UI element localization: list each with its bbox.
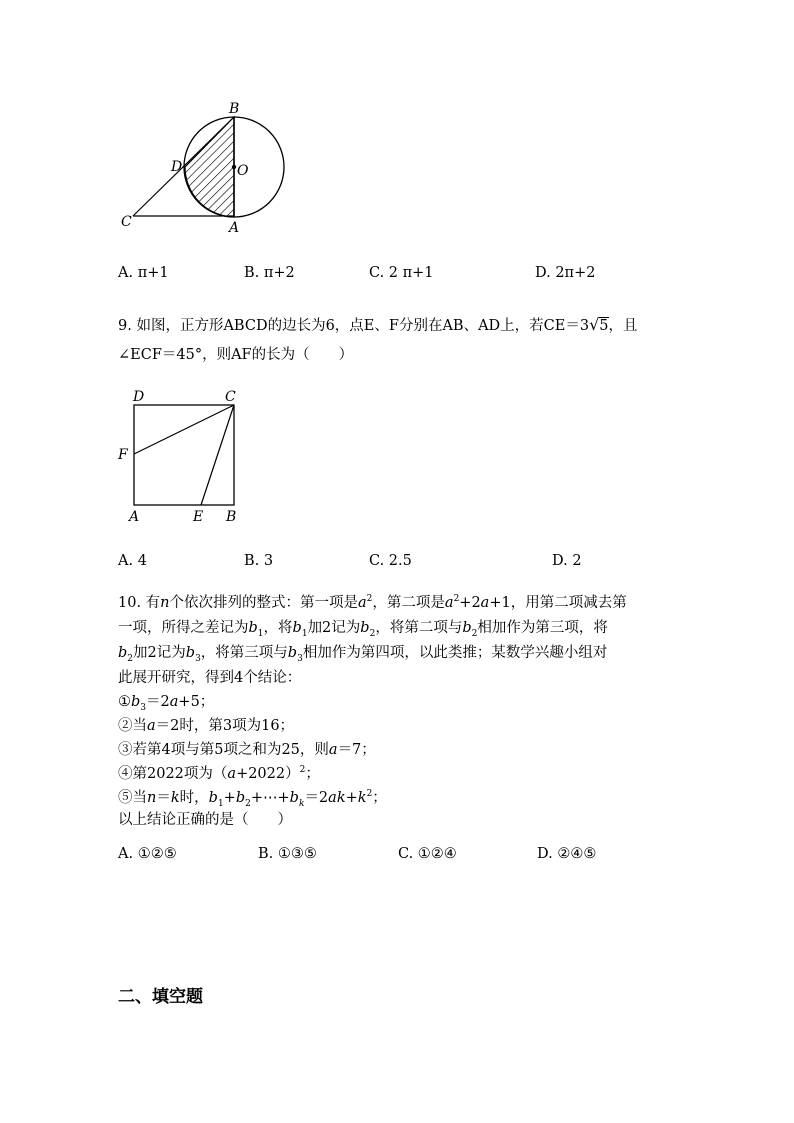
line-cf	[134, 405, 234, 454]
q10-conclusion-4: ④第2022项为$(a+2022)^2$；	[118, 765, 320, 782]
q10-option-c[interactable]: C. ①②④	[398, 846, 457, 862]
label-c: C	[225, 389, 236, 405]
q10-conclusion-3: ③若第4项与第5项之和为25，则a＝7；	[118, 742, 376, 758]
label-a: A	[129, 509, 140, 525]
q9-option-b[interactable]: B. 3	[244, 553, 274, 569]
q10-option-d[interactable]: D. ②④⑤	[537, 846, 597, 862]
label-d: D	[133, 389, 145, 405]
q10-conclusion-2: ②当a＝2时，第3项为16；	[118, 718, 295, 734]
q8-figure	[110, 95, 300, 245]
q9-stem-line1: 9. 如图，正方形ABCD的边长为6，点E、F分别在AB、AD上，若CE＝3√5，且	[118, 315, 638, 334]
q9-option-d[interactable]: D. 2	[552, 553, 582, 569]
square-abcd	[134, 405, 234, 505]
line-ce	[201, 405, 234, 505]
label-a: A	[229, 220, 240, 236]
q9-figure	[112, 385, 252, 530]
q10-conclusion-5: ⑤当n＝k时，$b_1+b_2+\cdots+b_k=2ak+k^2$；	[118, 789, 387, 809]
section-title: 二、填空题	[118, 987, 203, 1007]
q10-conclusion-1: $①b_3=2a+5$；	[118, 694, 215, 713]
q9-stem-line2: ∠ECF＝45°，则AF的长为（ ）	[118, 347, 354, 363]
sqrt-symbol: √	[589, 315, 600, 334]
label-b: B	[226, 509, 237, 525]
q9-option-c[interactable]: C. 2.5	[369, 553, 412, 569]
q10-option-a[interactable]: A. ①②⑤	[118, 846, 177, 862]
shaded-region	[185, 117, 234, 217]
q8-option-b[interactable]: B. π+2	[244, 265, 295, 281]
q10-stem-line1: 10. 有n个依次排列的整式：第一项是$a^2$，第二项是$a^2+2a+1$，用第二项减去第	[118, 594, 627, 611]
q8-option-d[interactable]: D. 2π+2	[535, 265, 596, 281]
label-c: C	[121, 214, 132, 230]
q10-option-b[interactable]: B. ①③⑤	[258, 846, 317, 862]
label-e: E	[193, 509, 204, 525]
q10-stem-line2: 一项，所得之差记为$b_1$，将$b_1$加2记为$b_2$，将第二项与$b_2$相加作为第三项，将	[118, 620, 608, 639]
q9-option-a[interactable]: A. 4	[118, 553, 147, 569]
q10-stem-line3: $b_2$加2记为$b_3$，将第三项与$b_3$相加作为第四项，以此类推；某数学兴趣小组对	[118, 645, 608, 664]
center-dot	[232, 165, 236, 169]
label-f: F	[118, 447, 128, 463]
label-d: D	[171, 159, 183, 175]
q8-option-c[interactable]: C. 2 π+1	[369, 265, 434, 281]
q10-question-tail: 以上结论正确的是（ ）	[118, 812, 292, 828]
label-b: B	[229, 101, 240, 117]
q10-stem-line4: 此展开研究，得到4个结论：	[118, 670, 302, 686]
q8-option-a[interactable]: A. π+1	[118, 265, 169, 281]
label-o: O	[237, 163, 249, 179]
